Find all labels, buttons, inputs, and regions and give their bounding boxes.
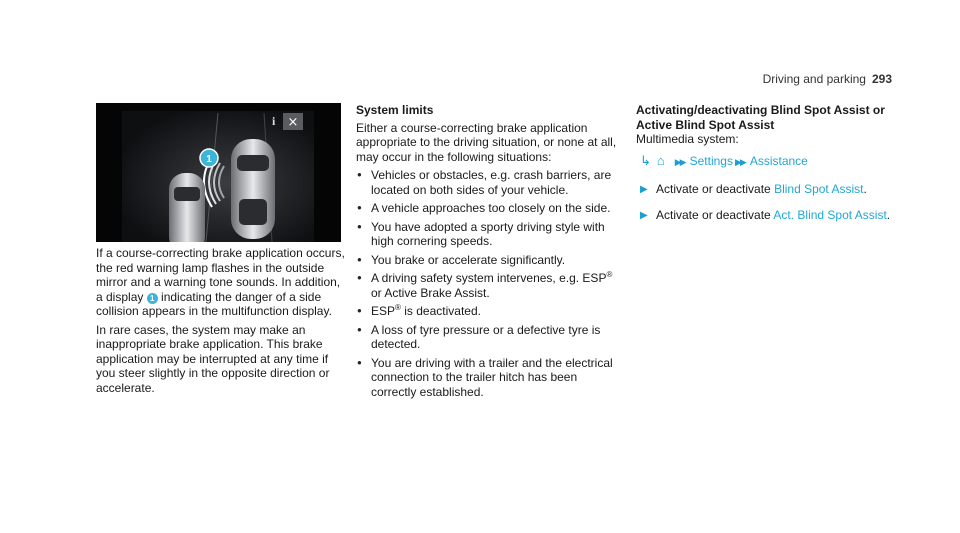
column-middle bbox=[356, 103, 624, 403]
home-icon[interactable]: ⌂ bbox=[656, 152, 665, 168]
own-vehicle-icon bbox=[231, 139, 275, 239]
multimedia-system-label: Multimedia system: bbox=[636, 132, 739, 146]
column-right bbox=[636, 103, 898, 223]
list-item: ● ESP® is deactivated. bbox=[356, 304, 624, 319]
menu-path bbox=[640, 153, 898, 170]
approaching-vehicle-icon bbox=[169, 173, 205, 242]
step-active-blind-spot-assist: ▶ Activate or deactivate Act. Blind Spot Assist. bbox=[640, 208, 891, 222]
system-limits-intro: Either a course-correcting brake application appropriate to the driving situation, or none at all, may occur in the following situations: bbox=[356, 120, 617, 164]
paragraph-rare-cases: In rare cases, the system may make an inappropriate brake application. This brake application may be interrupted at any time if you steer slightly in the opposite direction or accelerate. bbox=[96, 322, 330, 395]
list-item: ● A vehicle approaches too closely on the side. bbox=[356, 201, 624, 216]
chevron-right-icon: ▶▶ bbox=[734, 156, 745, 167]
list-item: ● A driving safety system intervenes, e.g. ESP® or Active Brake Assist. bbox=[356, 271, 624, 300]
menu-settings-link[interactable]: Settings bbox=[689, 153, 733, 168]
chevron-right-icon: ▶▶ bbox=[674, 156, 685, 167]
close-icon[interactable]: × bbox=[287, 115, 299, 130]
list-item: ● A loss of tyre pressure or a defective tyre is detected. bbox=[356, 323, 624, 352]
page-number: 293 bbox=[871, 72, 892, 86]
active-blind-spot-assist-link[interactable]: Act. Blind Spot Assist bbox=[773, 208, 887, 222]
path-arrow-icon: ↳ bbox=[640, 152, 651, 168]
step-arrow-icon: ▶ bbox=[640, 183, 648, 195]
list-item: ● You are driving with a trailer and the electrical connection to the trailer hitch has been correctly established. bbox=[356, 356, 624, 400]
info-icon[interactable]: i bbox=[272, 114, 276, 128]
display-illustration bbox=[96, 103, 341, 242]
paragraph-brake-application: If a course-correcting brake application occurs, the red warning lamp flashes in the outside mirror and a warning tone sounds. In addition, a display 1 indicating the danger of a side collision appears in the multifunction display. bbox=[96, 246, 345, 318]
inline-callout-1: 1 bbox=[147, 293, 158, 304]
section-title: Driving and parking bbox=[762, 72, 866, 86]
column-left bbox=[96, 246, 346, 399]
list-item: ● You have adopted a sporty driving style with high cornering speeds. bbox=[356, 220, 624, 249]
display-screen bbox=[122, 111, 314, 242]
running-header bbox=[763, 72, 892, 86]
heading-system-limits: System limits bbox=[356, 103, 434, 117]
callout-1-label: 1 bbox=[206, 154, 212, 165]
step-blind-spot-assist: ▶ Activate or deactivate Blind Spot Assist. bbox=[640, 181, 867, 196]
step-arrow-icon: ▶ bbox=[640, 210, 648, 221]
heading-activating-blind-spot: Activating/deactivating Blind Spot Assist or Active Blind Spot Assist bbox=[636, 103, 885, 132]
callout-1 bbox=[200, 149, 218, 167]
blind-spot-display-figure bbox=[96, 103, 341, 242]
menu-assistance-link[interactable]: Assistance bbox=[749, 153, 808, 168]
list-item: ● Vehicles or obstacles, e.g. crash barriers, are located on both sides of your vehicle. bbox=[356, 168, 624, 197]
list-item: ● You brake or accelerate significantly. bbox=[356, 253, 624, 268]
blind-spot-assist-link[interactable]: Blind Spot Assist bbox=[774, 181, 864, 196]
system-limits-list bbox=[356, 168, 624, 399]
